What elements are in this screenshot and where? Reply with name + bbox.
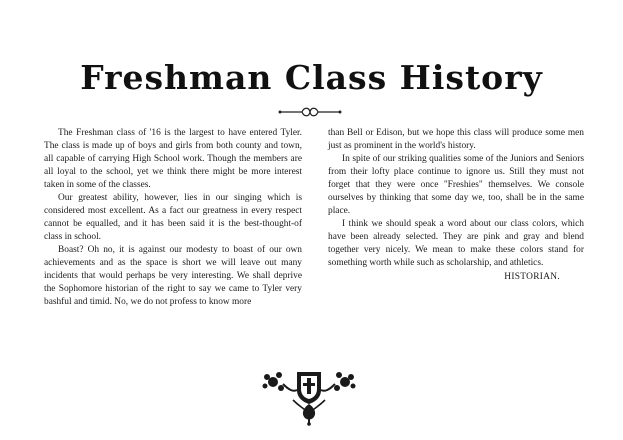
- floral-emblem-icon: [259, 366, 359, 426]
- paragraph: Our greatest ability, however, lies in our singing which is considered most excellent. As a fact our greatness in every respect cannot be equalled, and it has been said it is the best-thought-of class in school.: [44, 193, 302, 242]
- signature: HISTORIAN.: [504, 272, 560, 282]
- paragraph: In spite of our striking qualities some of the Juniors and Seniors from their lofty place continue to ignore us. Still they must not forget that they were once "Freshies" themselves. We console ourselves by thinking that some day we, too, shall be in the same place.: [328, 154, 584, 216]
- paragraph: Boast? Oh no, it is against our modesty to boast of our own achievements and as the space is short we will leave out many incidents that would perhaps be very interesting. We shall deprive the Sophomore historian of the right to say we came to Tyler very bashful and timid. No, we do not profess to know more: [44, 245, 302, 307]
- paragraph: I think we should speak a word about our class colors, which have been already selected. They are pink and gray and blend together very nicely. We mean to make these colors stand for something worth while such as scholarship, and athletics.: [328, 219, 584, 268]
- right-column: [328, 127, 584, 284]
- left-column: [44, 127, 302, 309]
- page-title: Freshman Class History: [80, 58, 543, 97]
- flourish-divider-icon: [278, 106, 342, 118]
- paragraph-continuation: than Bell or Edison, but we hope this class will produce some men just as prominent in the world's history.: [328, 128, 584, 151]
- paragraph: The Freshman class of '16 is the largest to have entered Tyler. The class is made up of boys and girls from both county and town, all capable of carrying High School work. Though the members are all loyal to the school, yet we think there might be more interest taken in some of the classes.: [44, 128, 302, 190]
